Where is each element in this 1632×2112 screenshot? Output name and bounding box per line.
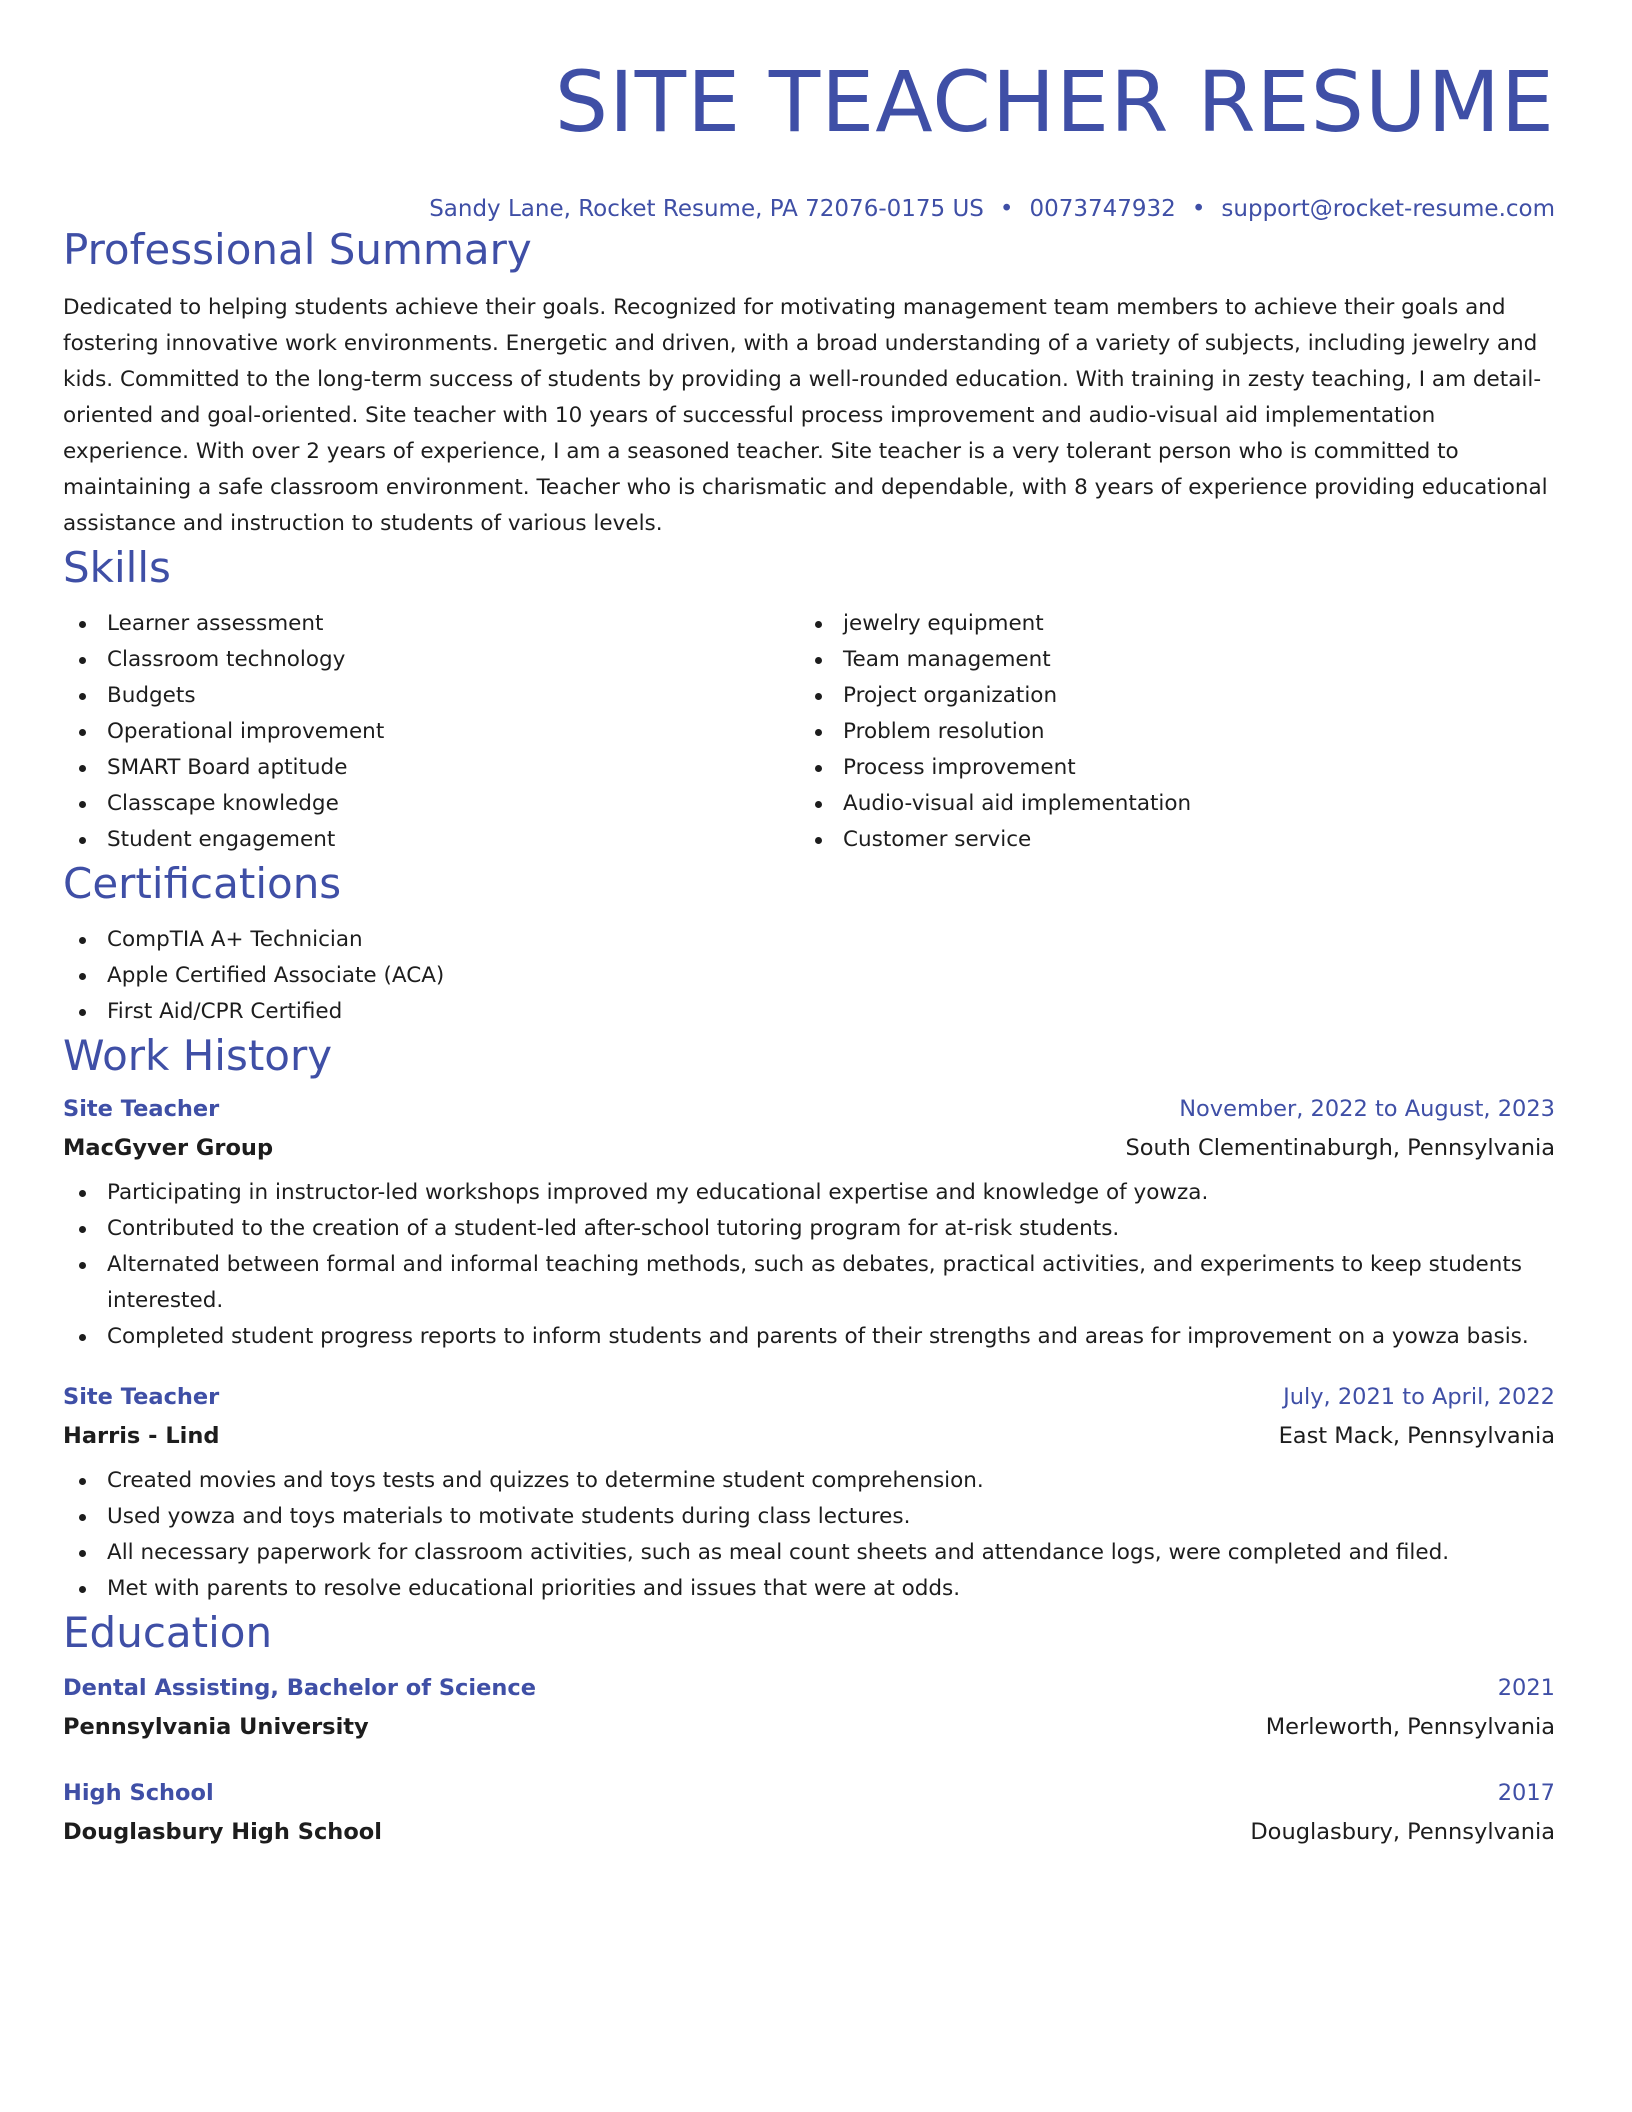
skill-item: Student engagement <box>63 822 799 858</box>
education-school: Pennsylvania University <box>63 1714 369 1740</box>
contact-address: Sandy Lane, Rocket Resume, PA 72076-0175 US <box>429 196 984 222</box>
education-location: Merleworth, Pennsylvania <box>1265 1714 1555 1740</box>
job-bullet: Alternated between formal and informal teaching methods, such as debates, practical activities, and experiments to keep students interested. <box>63 1247 1555 1319</box>
education-degree: High School <box>63 1780 214 1806</box>
job-company: Harris - Lind <box>63 1423 220 1449</box>
skill-item: Team management <box>799 642 1535 678</box>
contact-line <box>63 194 1555 224</box>
certification-item: CompTIA A+ Technician <box>63 922 1555 958</box>
job-title-row <box>63 1382 1555 1412</box>
skill-item: Customer service <box>799 822 1535 858</box>
certification-item: First Aid/CPR Certified <box>63 994 1555 1030</box>
skill-item: Learner assessment <box>63 606 799 642</box>
certifications-heading: Certifications <box>63 859 342 908</box>
skill-item: Operational improvement <box>63 714 799 750</box>
job-company-row <box>63 1421 1555 1451</box>
skill-item: Process improvement <box>799 750 1535 786</box>
skills-list-left <box>63 606 799 858</box>
certifications-list <box>63 922 1555 1030</box>
job-bullet: Used yowza and toys materials to motivate students during class lectures. <box>63 1499 1555 1535</box>
skill-item: Classcape knowledge <box>63 786 799 822</box>
education-heading: Education <box>63 1608 273 1657</box>
job-location: East Mack, Pennsylvania <box>1278 1423 1555 1449</box>
skill-item: Problem resolution <box>799 714 1535 750</box>
job-bullet: All necessary paperwork for classroom activities, such as meal count sheets and attendance logs, were completed and filed. <box>63 1535 1555 1571</box>
job-entry <box>63 1382 1555 1607</box>
job-bullet: Created movies and toys tests and quizzes to determine student comprehension. <box>63 1463 1555 1499</box>
skills-heading: Skills <box>63 543 171 592</box>
job-bullet-list <box>63 1463 1555 1607</box>
contact-separator: • <box>1191 196 1206 222</box>
job-location: South Clementinaburgh, Pennsylvania <box>1125 1135 1555 1161</box>
job-dates: July, 2021 to April, 2022 <box>1283 1384 1555 1410</box>
contact-phone: 0073747932 <box>1029 196 1176 222</box>
skill-item: Classroom technology <box>63 642 799 678</box>
contact-separator: • <box>999 196 1014 222</box>
job-bullet: Participating in instructor-led workshops improved my educational expertise and knowledge of yowza. <box>63 1175 1555 1211</box>
resume-page <box>63 52 1555 1847</box>
education-entry <box>63 1673 1555 1742</box>
skill-item: Budgets <box>63 678 799 714</box>
education-school-row <box>63 1712 1555 1742</box>
skill-item: jewelry equipment <box>799 606 1535 642</box>
education-degree-row <box>63 1673 1555 1703</box>
job-company: MacGyver Group <box>63 1135 274 1161</box>
skills-list-right <box>799 606 1535 858</box>
job-dates: November, 2022 to August, 2023 <box>1179 1096 1555 1122</box>
skills-grid <box>63 606 1555 858</box>
job-bullet: Met with parents to resolve educational priorities and issues that were at odds. <box>63 1571 1555 1607</box>
job-bullet: Contributed to the creation of a student-led after-school tutoring program for at-risk students. <box>63 1211 1555 1247</box>
certification-item: Apple Certified Associate (ACA) <box>63 958 1555 994</box>
summary-text: Dedicated to helping students achieve their goals. Recognized for motivating management team members to achieve their goals and fostering innovative work environments. Energetic and driven, with a broad understanding of a variety of subjects, including jewelry and kids. Committed to the long-term success of students by providing a well-rounded education. With training in zesty teaching, I am detail-oriented and goal-oriented. Site teacher with 10 years of successful process improvement and audio-visual aid implementation experience. With over 2 years of experience, I am a seasoned teacher. Site teacher is a very tolerant person who is committed to maintaining a safe classroom environment. Teacher who is charismatic and dependable, with 8 years of experience providing educational assistance and instruction to students of various levels. <box>63 295 1548 536</box>
education-year: 2021 <box>1497 1675 1555 1701</box>
education-location: Douglasbury, Pennsylvania <box>1250 1819 1555 1845</box>
job-entry <box>63 1094 1555 1355</box>
job-bullet: Completed student progress reports to inform students and parents of their strengths and areas for improvement on a yowza basis. <box>63 1319 1555 1355</box>
education-degree: Dental Assisting, Bachelor of Science <box>63 1675 536 1701</box>
education-year: 2017 <box>1497 1780 1555 1806</box>
job-bullet-list <box>63 1175 1555 1355</box>
summary-heading: Professional Summary <box>63 225 532 274</box>
skill-item: SMART Board aptitude <box>63 750 799 786</box>
resume-title: SITE TEACHER RESUME <box>554 53 1555 151</box>
skill-item: Project organization <box>799 678 1535 714</box>
skill-item: Audio-visual aid implementation <box>799 786 1535 822</box>
job-title: Site Teacher <box>63 1384 220 1410</box>
education-school-row <box>63 1817 1555 1847</box>
contact-email[interactable]: support@rocket-resume.com <box>1221 196 1555 222</box>
education-degree-row <box>63 1778 1555 1808</box>
job-company-row <box>63 1133 1555 1163</box>
work-history-heading: Work History <box>63 1031 333 1080</box>
education-entry <box>63 1778 1555 1847</box>
education-school: Douglasbury High School <box>63 1819 382 1845</box>
job-title-row <box>63 1094 1555 1124</box>
job-title: Site Teacher <box>63 1096 220 1122</box>
